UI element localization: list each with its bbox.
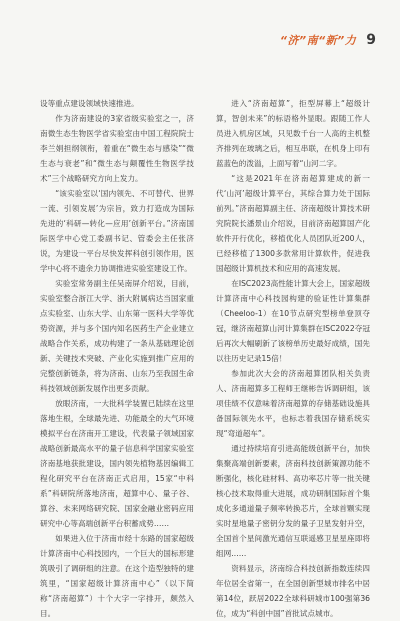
paragraph: 参加此次大会的济南超算团队相关负责人、济南超算多工程师王继彬告诉调研组，该项佳绩不仅意味着济南超算的存储基础设施具备国际领先水平，也标志着我国存储系统实现“弯道超车”。 — [216, 369, 370, 438]
paragraph: 通过持续培育引进高能级创新平台，加快集聚高端创新要素，济南科技创新策源功能不断强化，核化硅材料、高功率芯片等一批关键核心技术取得重大进展，成功研制国际首个集成化多通道量子频率转换芯片，全球首颗实现实时星地量子密钥分发的量子卫星发射升空，全国首个星间激光通信互联遥感卫星星座即将组网…… — [216, 444, 370, 558]
page-number: 9 — [366, 32, 376, 48]
paragraph: “该实验室以‘国内领先、不可替代、世界一流、引领发展’为宗旨，致力打造成为国际先进的‘科研—转化—应用’创新平台。”济南国际医学中心党工委副书记、管委会主任张济说，为建设一平台尽快发挥科创引领作用，医学中心将不遗余力协调推进实验室建设工作。 — [40, 189, 194, 273]
paragraph: 作为济南建设的3家省级实验室之一，济南微生态生物医学省实验室由中国工程院院士李兰娟担纲领衔，着重在“微生态与感染”“微生态与衰老”和“微生态与颠覆性生物医学技术”三个战略研究方向上发力。 — [40, 114, 194, 183]
paragraph: 进入“济南超算”，拒型屏幕上“超级计算，智创未来”的标语格外显眼。跟随工作人员进入机房区域，只见数千台一人高的主机整齐排列在玻璃之后，相互串联，在机身上印有蓝蓝色的泼溢，上面写着“山河二字。 — [216, 99, 370, 168]
paragraph: 放眼济南，一大批科学装置已陆续在这里落地生根，全球最先进、功能最全的大气环境模拟平台在济南开工建设，代表量子领域国家战略创新最高水平的量子信息科学国家实验室济南基地获批建设，国内领先植物基因编辑工程化研究平台在济南正式启用，15家“中科系”科研院所落地济南，超算中心、量子谷、算谷、未来网络研究院、国家金融业密码应用研究中心等高端创新平台积蓄成势…… — [40, 399, 194, 528]
paragraph: 实验室常务副主任吴南屏介绍说，目前，实验室整合浙江大学、浙大附属病达当国家重点实验室、山东大学、山东第一医科大学等优势资源，并与多个国内知名医药生产企业建立战略合作关系，成功构建了一条从基础理论创新、关键技术突破、产业化实施到推广应用的完整创新链条，将为济南、山东乃至我国生命科技领域创新发展作出更多贡献。 — [40, 279, 194, 393]
paragraph: “这是2021年在济南超算建成的新一代‘山河’超级计算平台，其综合算力处于国际前列。”济南超算副主任、济南超级计算技术研究院院长潘景山介绍说，目前济南超算国产化软件开行优化，移植优化人员团队近200人，已经移植了1300多款常用计算软件，促进我国超级计算机技术和应用的高速发展。 — [216, 174, 370, 273]
paragraph: 资料显示，济南综合科技创新指数连续四年位居全省第一，在全国创新型城市排名中居第14位，跃居2022全球科研城市100强第36位，成为“科创中国”首批试点城市。 — [216, 564, 370, 618]
paragraph: 设等重点建设领域快速推进。 — [40, 99, 139, 108]
paragraph: 如果进入位于济南市经十东路的国家超级计算济南中心科技园内，一个巨大的国标形建筑吸引了调研组的注意。在这个造型独特的建筑里，“国家超级计算济南中心”（以下简称“济南超算”）十个大字一字排开，颇然入目。 — [40, 534, 194, 618]
paragraph: 在ISC2023高性能计算大会上，国家超级计算济南中心科技园构建的验证性计算集群（Cheeloo-1）在10节点研究型榜单登顶夺冠，继济南超算山河计算集群在ISC2022夺冠后再次大幅刷新了该榜单历史最好成绩，国先以往历史记录15倍！ — [216, 279, 370, 363]
page-header — [280, 30, 376, 50]
section-title: “济”南“新”力 — [279, 34, 357, 47]
right-column — [216, 96, 370, 621]
left-column — [40, 96, 194, 621]
